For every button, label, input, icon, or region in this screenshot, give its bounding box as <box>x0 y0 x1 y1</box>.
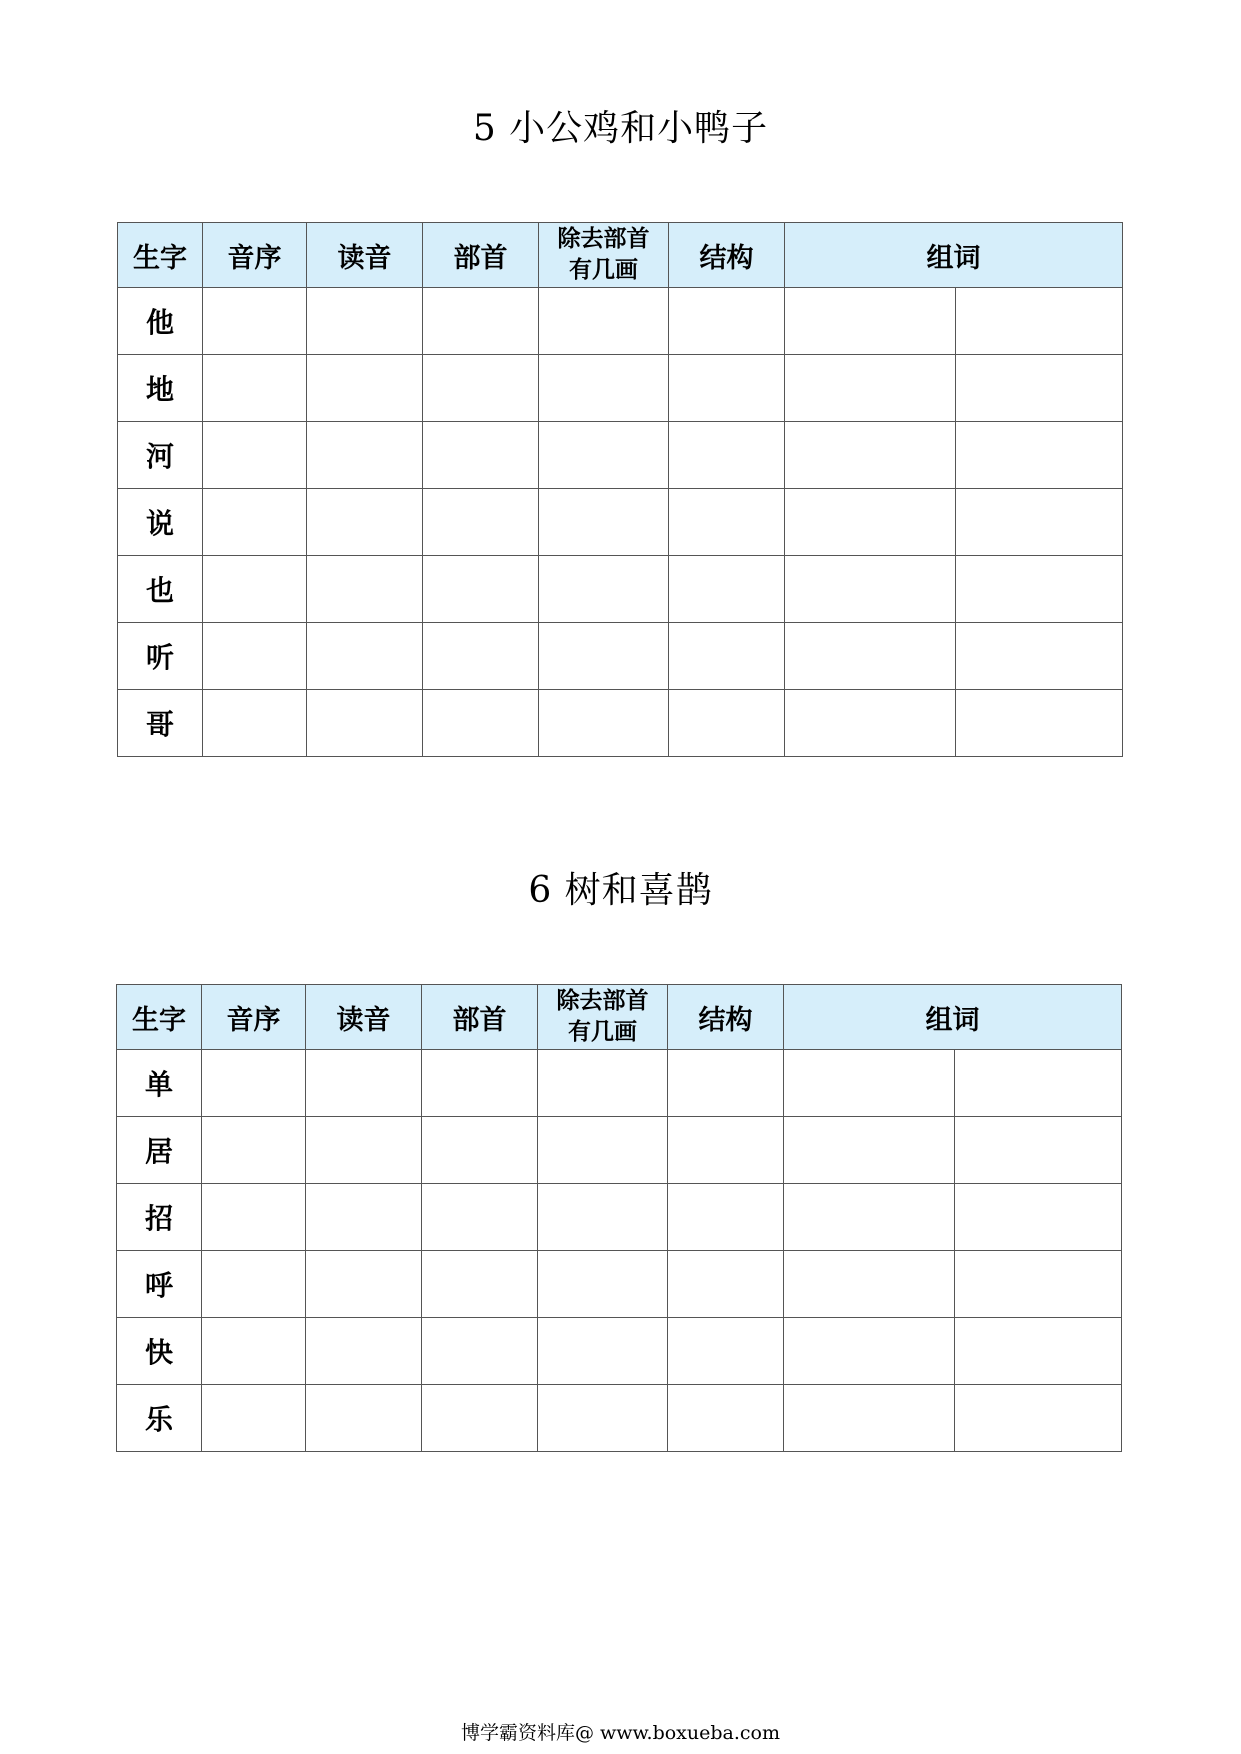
answer-cell-pronunciation[interactable] <box>306 1318 422 1385</box>
lesson-6-character-table <box>116 984 1122 1452</box>
answer-cell-word-1[interactable] <box>784 1318 955 1385</box>
character-cell: 听 <box>118 623 203 690</box>
answer-cell-word-2[interactable] <box>956 690 1123 757</box>
table-row <box>118 623 1123 690</box>
answer-cell-initial-letter[interactable] <box>202 1318 306 1385</box>
answer-cell-structure[interactable] <box>668 1318 784 1385</box>
answer-cell-word-1[interactable] <box>785 556 956 623</box>
answer-cell-radical[interactable] <box>422 1385 538 1452</box>
answer-cell-word-1[interactable] <box>784 1117 955 1184</box>
answer-cell-pronunciation[interactable] <box>306 1184 422 1251</box>
answer-cell-radical[interactable] <box>422 1184 538 1251</box>
answer-cell-pronunciation[interactable] <box>307 355 423 422</box>
table-row <box>117 1385 1122 1452</box>
table-row <box>117 1251 1122 1318</box>
answer-cell-initial-letter[interactable] <box>203 690 307 757</box>
answer-cell-word-2[interactable] <box>956 623 1123 690</box>
answer-cell-initial-letter[interactable] <box>202 1251 306 1318</box>
answer-cell-initial-letter[interactable] <box>203 556 307 623</box>
answer-cell-initial-letter[interactable] <box>203 355 307 422</box>
header-radical: 部首 <box>422 985 538 1050</box>
answer-cell-initial-letter[interactable] <box>203 422 307 489</box>
table-row <box>118 556 1123 623</box>
answer-cell-radical[interactable] <box>422 1251 538 1318</box>
header-initial-letter: 音序 <box>202 985 306 1050</box>
lesson-5-character-table <box>117 222 1123 757</box>
answer-cell-remaining-strokes[interactable] <box>538 1251 668 1318</box>
table-row <box>118 355 1123 422</box>
header-row <box>118 223 1123 288</box>
answer-cell-word-1[interactable] <box>785 355 956 422</box>
answer-cell-remaining-strokes[interactable] <box>538 1050 668 1117</box>
answer-cell-radical[interactable] <box>423 556 539 623</box>
table-row <box>118 288 1123 355</box>
answer-cell-remaining-strokes[interactable] <box>538 1385 668 1452</box>
character-cell: 居 <box>117 1117 202 1184</box>
header-new-character: 生字 <box>118 223 203 288</box>
header-radical: 部首 <box>423 223 539 288</box>
answer-cell-radical[interactable] <box>423 355 539 422</box>
character-cell: 乐 <box>117 1385 202 1452</box>
character-cell: 单 <box>117 1050 202 1117</box>
answer-cell-structure[interactable] <box>669 690 785 757</box>
table-row <box>117 1117 1122 1184</box>
answer-cell-word-1[interactable] <box>785 690 956 757</box>
answer-cell-word-2[interactable] <box>956 355 1123 422</box>
header-new-character: 生字 <box>117 985 202 1050</box>
character-cell: 快 <box>117 1318 202 1385</box>
table-row <box>118 690 1123 757</box>
answer-cell-word-1[interactable] <box>785 489 956 556</box>
answer-cell-pronunciation[interactable] <box>306 1385 422 1452</box>
answer-cell-word-2[interactable] <box>956 288 1123 355</box>
answer-cell-word-1[interactable] <box>785 288 956 355</box>
answer-cell-remaining-strokes[interactable] <box>539 422 669 489</box>
character-cell: 招 <box>117 1184 202 1251</box>
answer-cell-structure[interactable] <box>668 1184 784 1251</box>
answer-cell-pronunciation[interactable] <box>306 1050 422 1117</box>
answer-cell-radical[interactable] <box>423 489 539 556</box>
answer-cell-word-2[interactable] <box>955 1050 1122 1117</box>
answer-cell-initial-letter[interactable] <box>202 1050 306 1117</box>
header-structure: 结构 <box>669 223 785 288</box>
footer-source: 博学霸资料库@ www.boxueba.com <box>460 1722 781 1744</box>
answer-cell-initial-letter[interactable] <box>202 1117 306 1184</box>
header-pronunciation: 读音 <box>306 985 422 1050</box>
answer-cell-structure[interactable] <box>668 1117 784 1184</box>
answer-cell-radical[interactable] <box>423 422 539 489</box>
header-structure: 结构 <box>668 985 784 1050</box>
character-cell: 地 <box>118 355 203 422</box>
answer-cell-initial-letter[interactable] <box>203 489 307 556</box>
header-remaining-strokes-line1: 除去部首 <box>557 226 650 252</box>
table-row <box>118 489 1123 556</box>
answer-cell-pronunciation[interactable] <box>307 489 423 556</box>
answer-cell-structure[interactable] <box>668 1251 784 1318</box>
answer-cell-word-2[interactable] <box>955 1318 1122 1385</box>
lesson-5-title: 5 小公鸡和小鸭子 <box>472 108 769 149</box>
answer-cell-structure[interactable] <box>669 355 785 422</box>
table-row <box>117 1318 1122 1385</box>
header-word-formation: 组词 <box>784 985 1122 1050</box>
header-initial-letter: 音序 <box>203 223 307 288</box>
answer-cell-word-2[interactable] <box>956 489 1123 556</box>
answer-cell-remaining-strokes[interactable] <box>539 355 669 422</box>
answer-cell-word-2[interactable] <box>955 1117 1122 1184</box>
answer-cell-remaining-strokes[interactable] <box>538 1318 668 1385</box>
character-cell: 也 <box>118 556 203 623</box>
header-remaining-strokes-line2: 有几画 <box>568 1019 637 1045</box>
answer-cell-word-2[interactable] <box>956 422 1123 489</box>
answer-cell-word-1[interactable] <box>784 1184 955 1251</box>
answer-cell-remaining-strokes[interactable] <box>539 556 669 623</box>
answer-cell-radical[interactable] <box>422 1117 538 1184</box>
answer-cell-initial-letter[interactable] <box>203 623 307 690</box>
header-word-formation: 组词 <box>785 223 1123 288</box>
answer-cell-structure[interactable] <box>669 288 785 355</box>
character-cell: 他 <box>118 288 203 355</box>
answer-cell-structure[interactable] <box>669 422 785 489</box>
answer-cell-remaining-strokes[interactable] <box>539 690 669 757</box>
header-remaining-strokes <box>538 985 668 1050</box>
answer-cell-radical[interactable] <box>423 690 539 757</box>
answer-cell-word-1[interactable] <box>784 1251 955 1318</box>
character-cell: 呼 <box>117 1251 202 1318</box>
answer-cell-pronunciation[interactable] <box>307 690 423 757</box>
lesson-6-title: 6 树和喜鹊 <box>528 870 713 911</box>
table-row <box>118 422 1123 489</box>
answer-cell-pronunciation[interactable] <box>307 556 423 623</box>
answer-cell-pronunciation[interactable] <box>307 422 423 489</box>
answer-cell-pronunciation[interactable] <box>307 288 423 355</box>
answer-cell-remaining-strokes[interactable] <box>538 1117 668 1184</box>
table-row <box>117 1050 1122 1117</box>
answer-cell-remaining-strokes[interactable] <box>539 623 669 690</box>
answer-cell-word-2[interactable] <box>955 1184 1122 1251</box>
answer-cell-remaining-strokes[interactable] <box>538 1184 668 1251</box>
answer-cell-radical[interactable] <box>423 288 539 355</box>
answer-cell-initial-letter[interactable] <box>202 1184 306 1251</box>
header-remaining-strokes <box>539 223 669 288</box>
header-remaining-strokes-line2: 有几画 <box>569 257 638 283</box>
answer-cell-word-2[interactable] <box>955 1385 1122 1452</box>
answer-cell-pronunciation[interactable] <box>306 1251 422 1318</box>
answer-cell-word-2[interactable] <box>955 1251 1122 1318</box>
answer-cell-remaining-strokes[interactable] <box>539 288 669 355</box>
answer-cell-structure[interactable] <box>668 1385 784 1452</box>
answer-cell-radical[interactable] <box>422 1318 538 1385</box>
answer-cell-structure[interactable] <box>669 489 785 556</box>
answer-cell-pronunciation[interactable] <box>306 1117 422 1184</box>
character-cell: 说 <box>118 489 203 556</box>
answer-cell-structure[interactable] <box>669 556 785 623</box>
answer-cell-word-1[interactable] <box>785 422 956 489</box>
header-row <box>117 985 1122 1050</box>
answer-cell-radical[interactable] <box>422 1050 538 1117</box>
answer-cell-initial-letter[interactable] <box>202 1385 306 1452</box>
answer-cell-pronunciation[interactable] <box>307 623 423 690</box>
character-cell: 河 <box>118 422 203 489</box>
answer-cell-structure[interactable] <box>668 1050 784 1117</box>
answer-cell-word-1[interactable] <box>784 1385 955 1452</box>
answer-cell-structure[interactable] <box>669 623 785 690</box>
character-cell: 哥 <box>118 690 203 757</box>
answer-cell-word-2[interactable] <box>956 556 1123 623</box>
answer-cell-remaining-strokes[interactable] <box>539 489 669 556</box>
header-remaining-strokes-line1: 除去部首 <box>556 988 649 1014</box>
answer-cell-word-1[interactable] <box>785 623 956 690</box>
answer-cell-word-1[interactable] <box>784 1050 955 1117</box>
table-row <box>117 1184 1122 1251</box>
answer-cell-radical[interactable] <box>423 623 539 690</box>
header-pronunciation: 读音 <box>307 223 423 288</box>
lesson-6-rows <box>117 1050 1122 1452</box>
lesson-5-rows <box>118 288 1123 757</box>
answer-cell-initial-letter[interactable] <box>203 288 307 355</box>
